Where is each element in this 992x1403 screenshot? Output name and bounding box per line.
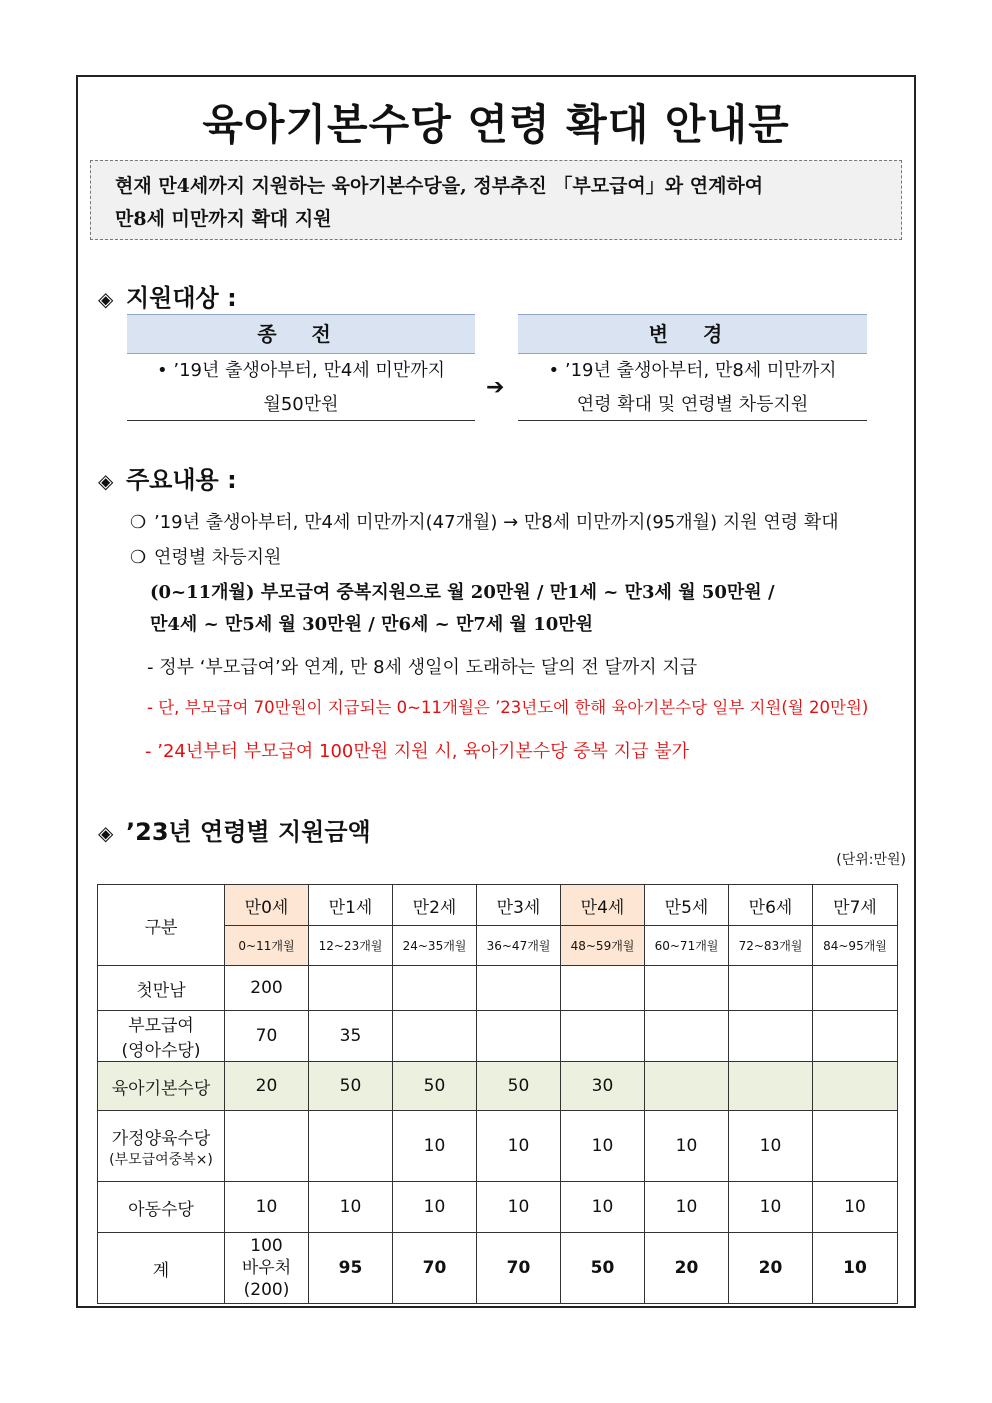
- section-target-title: 지원대상 :: [126, 284, 237, 312]
- month-header: 84~95개월: [813, 926, 898, 966]
- table-cell: 10: [393, 1182, 477, 1233]
- table-cell: 50: [309, 1062, 393, 1111]
- before-line-1: • ’19년 출생아부터, 만4세 미만까지: [157, 360, 445, 381]
- table-cell: 20: [225, 1062, 309, 1111]
- row-label-line-1: 부모급여: [128, 1016, 194, 1036]
- age-header: 만2세: [393, 885, 477, 926]
- table-cell: [813, 1011, 898, 1062]
- age-header: 만4세: [561, 885, 645, 926]
- table-cell: [393, 966, 477, 1011]
- before-header: 종 전: [127, 314, 475, 354]
- after-line-1: • ’19년 출생아부터, 만8세 미만까지: [548, 360, 837, 381]
- table-cell: 10: [561, 1182, 645, 1233]
- total-first-cell: [225, 1233, 309, 1304]
- month-header: 12~23개월: [309, 926, 393, 966]
- after-line-2: 연령 확대 및 연령별 차등지원: [576, 394, 809, 415]
- age-header: 만1세: [309, 885, 393, 926]
- age-header: 만3세: [477, 885, 561, 926]
- table-cell: [309, 966, 393, 1011]
- total-first-line-1: 100: [250, 1236, 283, 1256]
- table-cell: 30: [561, 1062, 645, 1111]
- diamond-icon: ◈: [98, 287, 114, 311]
- table-cell: 10: [813, 1182, 898, 1233]
- rate-line-1: (0~11개월) 부모급여 중복지원으로 월 20만원 / 만1세 ~ 만3세 월 50만원 /: [150, 582, 775, 603]
- age-header: 만6세: [729, 885, 813, 926]
- month-header: 48~59개월: [561, 926, 645, 966]
- diamond-icon: ◈: [98, 821, 114, 845]
- table-cell: [225, 1111, 309, 1182]
- table-cell: [813, 1111, 898, 1182]
- summary-line-2: 만8세 미만까지 확대 지원: [115, 208, 332, 230]
- before-content: [127, 354, 475, 421]
- section-main-heading: [98, 460, 237, 495]
- table-cell: [393, 1011, 477, 1062]
- rate-line-2: 만4세 ~ 만5세 월 30만원 / 만6세 ~ 만7세 월 10만원: [150, 614, 594, 635]
- table-cell: 35: [309, 1011, 393, 1062]
- month-header: 24~35개월: [393, 926, 477, 966]
- table-cell: 10: [393, 1111, 477, 1182]
- row-label: 첫만남: [98, 966, 225, 1011]
- table-cell: [729, 1062, 813, 1111]
- main-item-2-text: 연령별 차등지원: [154, 547, 282, 568]
- table-cell: 10: [729, 1111, 813, 1182]
- table-cell: 10: [309, 1182, 393, 1233]
- main-item-2: [130, 543, 281, 569]
- summary-box: [90, 160, 902, 240]
- total-cell: 95: [309, 1233, 393, 1304]
- row-label: [98, 1111, 225, 1182]
- month-header: 0~11개월: [225, 926, 309, 966]
- section-amount-title: ’23년 연령별 지원금액: [126, 818, 371, 846]
- table-cell: [813, 966, 898, 1011]
- month-header: 72~83개월: [729, 926, 813, 966]
- before-line-2: 월50만원: [263, 394, 339, 415]
- table-cell: 10: [561, 1111, 645, 1182]
- circle-bullet-icon: ❍: [130, 512, 147, 533]
- month-header: 60~71개월: [645, 926, 729, 966]
- circle-bullet-icon: ❍: [130, 547, 147, 568]
- corner-cell: 구분: [98, 885, 225, 966]
- note-2: - 단, 부모급여 70만원이 지급되는 0~11개월은 ’23년도에 한해 육아기본수당 일부 지원(월 20만원): [147, 698, 869, 717]
- table-cell: [645, 1062, 729, 1111]
- table-cell: [813, 1062, 898, 1111]
- total-cell: 70: [393, 1233, 477, 1304]
- section-target-heading: [98, 278, 237, 313]
- main-item-1: [130, 508, 839, 534]
- table-cell: 50: [393, 1062, 477, 1111]
- age-header: 만7세: [813, 885, 898, 926]
- amount-table: [97, 884, 898, 1304]
- page-title: 육아기본수당 연령 확대 안내문: [202, 100, 790, 149]
- table-cell: [645, 1011, 729, 1062]
- table-cell: 200: [225, 966, 309, 1011]
- total-label: 계: [98, 1233, 225, 1304]
- age-header: 만0세: [225, 885, 309, 926]
- table-cell: [477, 966, 561, 1011]
- table-cell: [561, 1011, 645, 1062]
- table-cell: 10: [477, 1182, 561, 1233]
- total-first-line-3: (200): [243, 1280, 290, 1300]
- table-row: [98, 1062, 898, 1111]
- unit-label: (단위:만원): [836, 852, 906, 868]
- table-cell: [729, 966, 813, 1011]
- table-cell: 10: [477, 1111, 561, 1182]
- section-main-title: 주요내용 :: [126, 466, 237, 494]
- row-label: [98, 1011, 225, 1062]
- after-header: 변 경: [518, 314, 867, 354]
- diamond-icon: ◈: [98, 469, 114, 493]
- row-label-line-2: (영아수당): [121, 1041, 201, 1061]
- total-cell: 20: [729, 1233, 813, 1304]
- table-cell: [645, 966, 729, 1011]
- row-label: 육아기본수당: [98, 1062, 225, 1111]
- table-row: [98, 1111, 898, 1182]
- age-row: [98, 885, 898, 926]
- total-first-line-2: 바우처: [241, 1258, 292, 1278]
- table-row: [98, 1182, 898, 1233]
- table-cell: [561, 966, 645, 1011]
- month-header: 36~47개월: [477, 926, 561, 966]
- age-header: 만5세: [645, 885, 729, 926]
- note-3: - ’24년부터 부모급여 100만원 지원 시, 육아기본수당 중복 지급 불가: [145, 741, 690, 762]
- total-cell: 10: [813, 1233, 898, 1304]
- row-label-line-2: (부모급여중복×): [109, 1151, 213, 1168]
- summary-line-1: 현재 만4세까지 지원하는 육아기본수당을, 정부추진 「부모급여」와 연계하여: [115, 175, 764, 197]
- total-cell: 70: [477, 1233, 561, 1304]
- table-cell: 10: [225, 1182, 309, 1233]
- table-cell: [477, 1011, 561, 1062]
- section-amount-heading: [98, 812, 371, 847]
- table-cell: 70: [225, 1011, 309, 1062]
- table-row: [98, 1011, 898, 1062]
- table-cell: [309, 1111, 393, 1182]
- table-cell: 10: [645, 1111, 729, 1182]
- total-row: [98, 1233, 898, 1304]
- main-item-1-text: ’19년 출생아부터, 만4세 미만까지(47개월) → 만8세 미만까지(95개월) 지원 연령 확대: [154, 512, 839, 533]
- row-label-line-1: 가정양육수당: [111, 1128, 211, 1149]
- table-cell: 10: [645, 1182, 729, 1233]
- note-1: - 정부 ‘부모급여’와 연계, 만 8세 생일이 도래하는 달의 전 달까지 지급: [147, 657, 698, 678]
- total-cell: 50: [561, 1233, 645, 1304]
- total-cell: 20: [645, 1233, 729, 1304]
- table-cell: 10: [729, 1182, 813, 1233]
- arrow-right-icon: ➔: [486, 375, 505, 400]
- table-row: [98, 966, 898, 1011]
- after-content: [518, 354, 867, 421]
- table-cell: 50: [477, 1062, 561, 1111]
- table-cell: [729, 1011, 813, 1062]
- row-label: 아동수당: [98, 1182, 225, 1233]
